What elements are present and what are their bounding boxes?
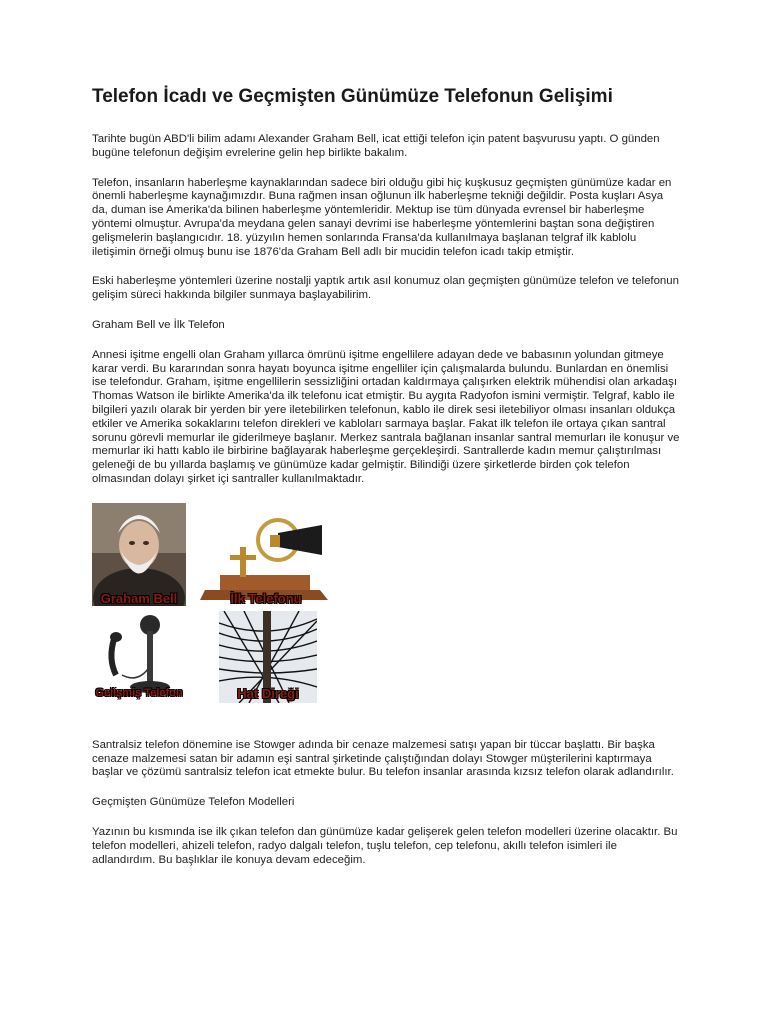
paragraph-stowger: Santralsiz telefon dönemine ise Stowger adında bir cenaze malzemesi satışı yapan bir tüccar başlattı. Bir başka cenaze malzemesi satan bir adamın eşi santral şirketinde çalıştığından dolayı Stowger müşterilerini kaptırmaya başlar ve çözümü santralsiz telefon icat etmekte bulur. Bu telefon insanlar arasında kızsız telefon olarak adlandırılır. — [92, 738, 674, 779]
article — [92, 86, 682, 867]
graham-bell-image — [92, 503, 186, 606]
paragraph-graham-bell: Annesi işitme engelli olan Graham yıllarca ömrünü işitme engellilere adayan dede ve babasının yolundan gitmeye karar verdi. Bu kararından sonra hayatı boyunca işitme engelliler için çalışmalarda bulundu. Bunlardan en önemlisi ise telefondur. Graham, işitme engellilerin sessizliğini ortadan kaldırmaya çalışırken elektrik mühendisi olan arkadaşı Thomas Watson ile birlikte Amerika'da ilk telefonu icat etmiştir. Bu aygıta Radyofon ismini vermiştir. Telgraf, kablo ile bilgileri yazılı olarak bir yerden bir yere iletebilirken telefonun, kablo ile direk sesi iletebiliyor olması insanları oldukça etkiler ve Amerika sokaklarını telefon direkleri ve kabloları sarmaya başlar. Fakat ilk telefon ile ortaya çıkan santral sorunu görevli memurlar ile giderilmeye başlanır. Merkez santrala bağlanan insanlar santral memurları ile konuşur ve memurlar iki hattı kablo ile birbirine bağlayarak haberleşme gerçekleşirdi. Santrallerde kadın memur çalıştırılması geleneği de bu yıllarda başlamış ve günümüze kadar gelmiştir. Bilindiği üzere şirketlerde birden çok telefon olmasından dolayı şirket içi santraller kullanılmaktadır. — [92, 348, 680, 485]
paragraph-intro: Tarihte bugün ABD'li bilim adamı Alexander Graham Bell, icat ettiği telefon için patent başvurusu yaptı. O günden bugüne telefonun değişim evrelerine gelin hep birlikte bakalım. — [92, 133, 660, 159]
page-title: Telefon İcadı ve Geçmişten Günümüze Telefonun Gelişimi — [92, 86, 613, 107]
section-heading-graham-bell: Graham Bell ve İlk Telefon — [92, 318, 225, 331]
caption-graham-bell: Graham Bell — [100, 590, 178, 606]
telephone-pole-image — [219, 611, 317, 703]
first-telephone-image — [200, 505, 332, 606]
caption-advanced-telephone: Gelişmiş Telefon — [95, 686, 183, 699]
section-heading-phone-models: Geçmişten Günümüze Telefon Modelleri — [92, 796, 295, 809]
advanced-telephone-image — [92, 609, 186, 701]
paragraph-nostalgia: Eski haberleşme yöntemleri üzerine nostalji yaptık artık asıl konumuz olan geçmişten günümüze telefon ve telefonun gelişim süreci hakkında bilgiler sunmaya başlayabilirim. — [92, 275, 679, 302]
paragraph-phone-models: Yazının bu kısmında ise ilk çıkan telefon dan günümüze kadar gelişerek gelen telefon modelleri üzerine olacaktır. Bu telefon modelleri, ahizeli telefon, radyo dalgalı telefon, tuşlu telefon, cep telefonu, akıllı telefon isimleri ile adlandırdım. Bu başlıklar ile konuya devam edeceğim. — [92, 825, 678, 866]
image-collage — [92, 503, 682, 723]
caption-telephone-pole: Hat Direği — [237, 685, 299, 701]
caption-first-telephone: İlk Telefonu — [230, 590, 302, 606]
paragraph-history: Telefon, insanların haberleşme kaynaklarından sadece biri olduğu gibi hiç kuşkusuz geçmişten günümüze kadar en önemli haberleşme kaynağımızdır. Buna rağmen insan oğlunun ilk haberleşme tekniği değildir. Posta kuşları Asya da, duman ise Amerika'da bilinen haberleşme yöntemleridir. Mektup ise tüm dünyada evrensel bir haberleşme yöntemi olmuştur. Avrupa'da meydana gelen sanayi devrimi ise haberleşme yöntemlerini baştan sona değiştiren gelişmelerin başlangıcıdır. 18. yüzyılın hemen sonlarında Fransa'da kullanılmaya başlanan telgraf ilk kablolu iletişimin örneği olmuş bunu ise 1876'da Graham Bell adlı bir mucidin telefon icadı takip etmiştir. — [92, 176, 672, 258]
